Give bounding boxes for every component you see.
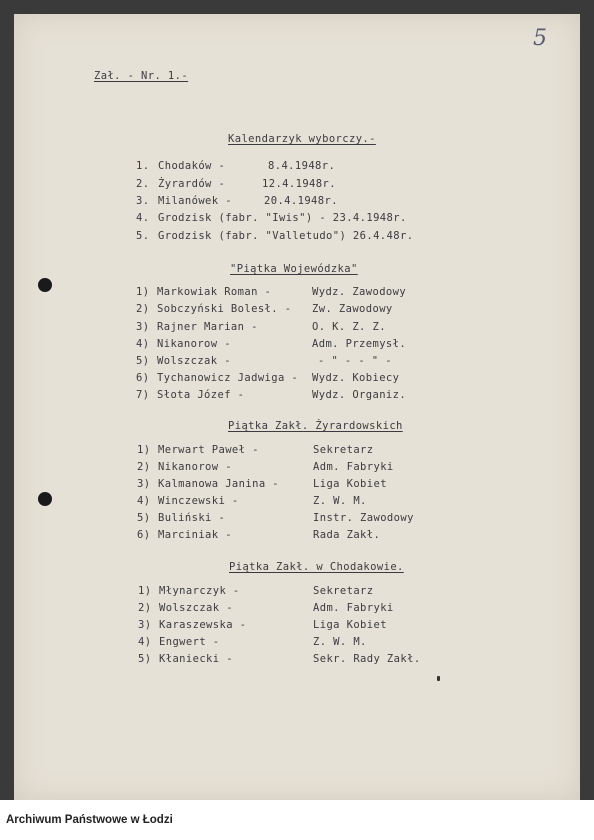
- document-page: [14, 14, 580, 800]
- list-item-role: O. K. Z. Z.: [312, 321, 386, 333]
- calendar-item-date: 20.4.1948r.: [264, 195, 338, 207]
- list-item-role: Wydz. Organiz.: [312, 389, 407, 401]
- list-item-name: Kłaniecki -: [159, 653, 233, 665]
- list-item-role: Liga Kobiet: [313, 478, 387, 490]
- list-item-name: Wolszczak -: [157, 355, 231, 367]
- list-item-name: Karaszewska -: [159, 619, 247, 631]
- archive-footer: [0, 800, 594, 840]
- list-item-role: Liga Kobiet: [313, 619, 387, 631]
- list-item-role: Z. W. M.: [313, 495, 367, 507]
- calendar-item-date: 8.4.1948r.: [268, 160, 336, 172]
- list-item-name: Nikanorow -: [157, 338, 231, 350]
- list-item-num: 4): [138, 636, 152, 648]
- ink-mark: [437, 676, 440, 681]
- list-item-num: 1): [138, 585, 152, 597]
- list-item-num: 5): [138, 653, 152, 665]
- list-item-num: 6): [137, 529, 151, 541]
- list-item-role: Instr. Zawodowy: [313, 512, 414, 524]
- list-item-role: Sekretarz: [313, 444, 374, 456]
- list-item-role: Sekr. Rady Zakł.: [313, 653, 421, 665]
- list-item-name: Markowiak Roman -: [157, 286, 272, 298]
- list-item-role: Sekretarz: [313, 585, 374, 597]
- calendar-title: Kalendarzyk wyborczy.-: [228, 133, 376, 145]
- list-item-num: 2): [136, 303, 150, 315]
- list-item-num: 6): [136, 372, 150, 384]
- list-item-name: Engwert -: [159, 636, 220, 648]
- archive-name: Archiwum Państwowe w Łodzi: [6, 814, 173, 826]
- list-item-num: 1): [136, 286, 150, 298]
- list-item-name: Słota Józef -: [157, 389, 245, 401]
- list-item-num: 4): [136, 338, 150, 350]
- list-item-name: Merwart Paweł -: [158, 444, 259, 456]
- list-item-role: - " - - " -: [318, 355, 392, 367]
- list-item-num: 5): [137, 512, 151, 524]
- list-item-num: 3): [136, 321, 150, 333]
- list-item-num: 3): [137, 478, 151, 490]
- list-item-name: Marciniak -: [158, 529, 232, 541]
- list-item-role: Wydz. Kobiecy: [312, 372, 400, 384]
- list-item-name: Winczewski -: [158, 495, 239, 507]
- calendar-item-text: Grodzisk (fabr. "Valletudo") 26.4.48r.: [158, 230, 414, 242]
- list-item-name: Rajner Marian -: [157, 321, 258, 333]
- list-item-name: Kalmanowa Janina -: [158, 478, 279, 490]
- page-number: 5: [533, 26, 547, 51]
- list-item-num: 3): [138, 619, 152, 631]
- list-item-num: 2): [137, 461, 151, 473]
- list-item-num: 5): [136, 355, 150, 367]
- list-item-name: Nikanorow -: [158, 461, 232, 473]
- list-item-name: Młynarczyk -: [159, 585, 240, 597]
- header-reference: Zał. - Nr. 1.-: [94, 70, 189, 82]
- punch-hole: [38, 278, 52, 292]
- calendar-item-num: 5.: [136, 230, 150, 242]
- list-item-name: Sobczyński Bolesł. -: [157, 303, 292, 315]
- list-item-role: Wydz. Zawodowy: [312, 286, 407, 298]
- calendar-item-num: 2.: [136, 178, 150, 190]
- punch-hole: [38, 492, 52, 506]
- list-item-name: Tychanowicz Jadwiga -: [157, 372, 299, 384]
- list-item-role: Adm. Fabryki: [313, 461, 394, 473]
- calendar-item-date: 12.4.1948r.: [262, 178, 336, 190]
- calendar-item-num: 1.: [136, 160, 150, 172]
- list-item-num: 7): [136, 389, 150, 401]
- list-item-num: 2): [138, 602, 152, 614]
- list-item-role: Rada Zakł.: [313, 529, 381, 541]
- calendar-item-place: Chodaków -: [158, 160, 226, 172]
- calendar-item-num: 4.: [136, 212, 150, 224]
- section-title: Piątka Zakł. w Chodakowie.: [229, 561, 404, 573]
- list-item-role: Z. W. M.: [313, 636, 367, 648]
- section-title: Piątka Zakł. Żyrardowskich: [228, 420, 403, 432]
- list-item-role: Adm. Fabryki: [313, 602, 394, 614]
- calendar-item-place: Milanówek -: [158, 195, 232, 207]
- list-item-name: Wolszczak -: [159, 602, 233, 614]
- calendar-item-num: 3.: [136, 195, 150, 207]
- calendar-item-place: Żyrardów -: [158, 178, 226, 190]
- list-item-name: Buliński -: [158, 512, 226, 524]
- list-item-role: Zw. Zawodowy: [312, 303, 393, 315]
- list-item-role: Adm. Przemysł.: [312, 338, 407, 350]
- list-item-num: 1): [137, 444, 151, 456]
- calendar-item-text: Grodzisk (fabr. "Iwis") - 23.4.1948r.: [158, 212, 407, 224]
- section-title: "Piątka Wojewódzka": [230, 263, 358, 275]
- list-item-num: 4): [137, 495, 151, 507]
